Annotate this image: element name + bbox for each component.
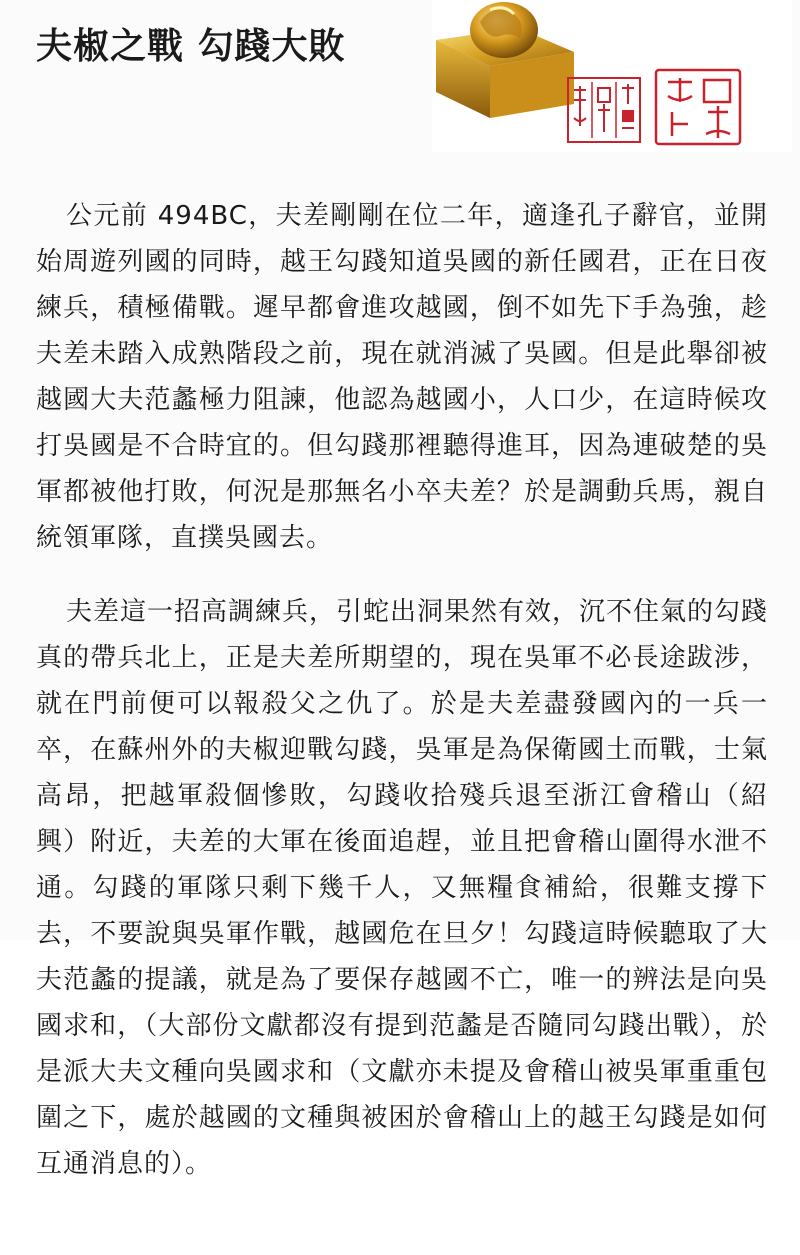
article-body <box>36 193 768 1187</box>
header-illustration <box>432 0 792 152</box>
seal-illustration <box>432 0 792 152</box>
page-title: 夫椒之戰 勾踐大敗 <box>36 26 346 67</box>
paragraph-1: 公元前 494BC，夫差剛剛在位二年，適逢孔子辭官，並開始周遊列國的同時，越王勾踐知道吳國的新任國君，正在日夜練兵，積極備戰。遲早都會進攻越國，倒不如先下手為強，趁夫差未踏入成熟階段之前，現在就消滅了吳國。但是此舉卻被越國大夫范蠡極力阻諫，他認為越國小，人口少，在這時候攻打吳國是不合時宜的。但勾踐那裡聽得進耳，因為連破楚的吳軍都被他打敗，何況是那無名小卒夫差？於是調動兵馬，親自統領軍隊，直撲吳國去。 <box>36 201 768 553</box>
paragraph-2: 夫差這一招高調練兵，引蛇出洞果然有效，沉不住氣的勾踐真的帶兵北上，正是夫差所期望的，現在吳軍不必長途跋涉，就在門前便可以報殺父之仇了。於是夫差盡發國內的一兵一卒，在蘇州外的夫椒迎戰勾踐，吳軍是為保衛國土而戰，士氣高昂，把越軍殺個慘敗，勾踐收拾殘兵退至浙江會稽山（紹興）附近，夫差的大軍在後面追趕，並且把會稽山圍得水泄不通。勾踐的軍隊只剩下幾千人，又無糧食補給，很難支撐下去，不要說與吳軍作戰，越國危在旦夕！勾踐這時候聽取了大夫范蠡的提議，就是為了要保存越國不亡，唯一的辨法是向吳國求和，（大部份文獻都沒有提到范蠡是否隨同勾踐出戰），於是派大夫文種向吳國求和（文獻亦未提及會稽山被吳軍重重包圍之下，處於越國的文種與被困於會稽山上的越王勾踐是如何互通消息的）。 <box>36 597 769 1179</box>
